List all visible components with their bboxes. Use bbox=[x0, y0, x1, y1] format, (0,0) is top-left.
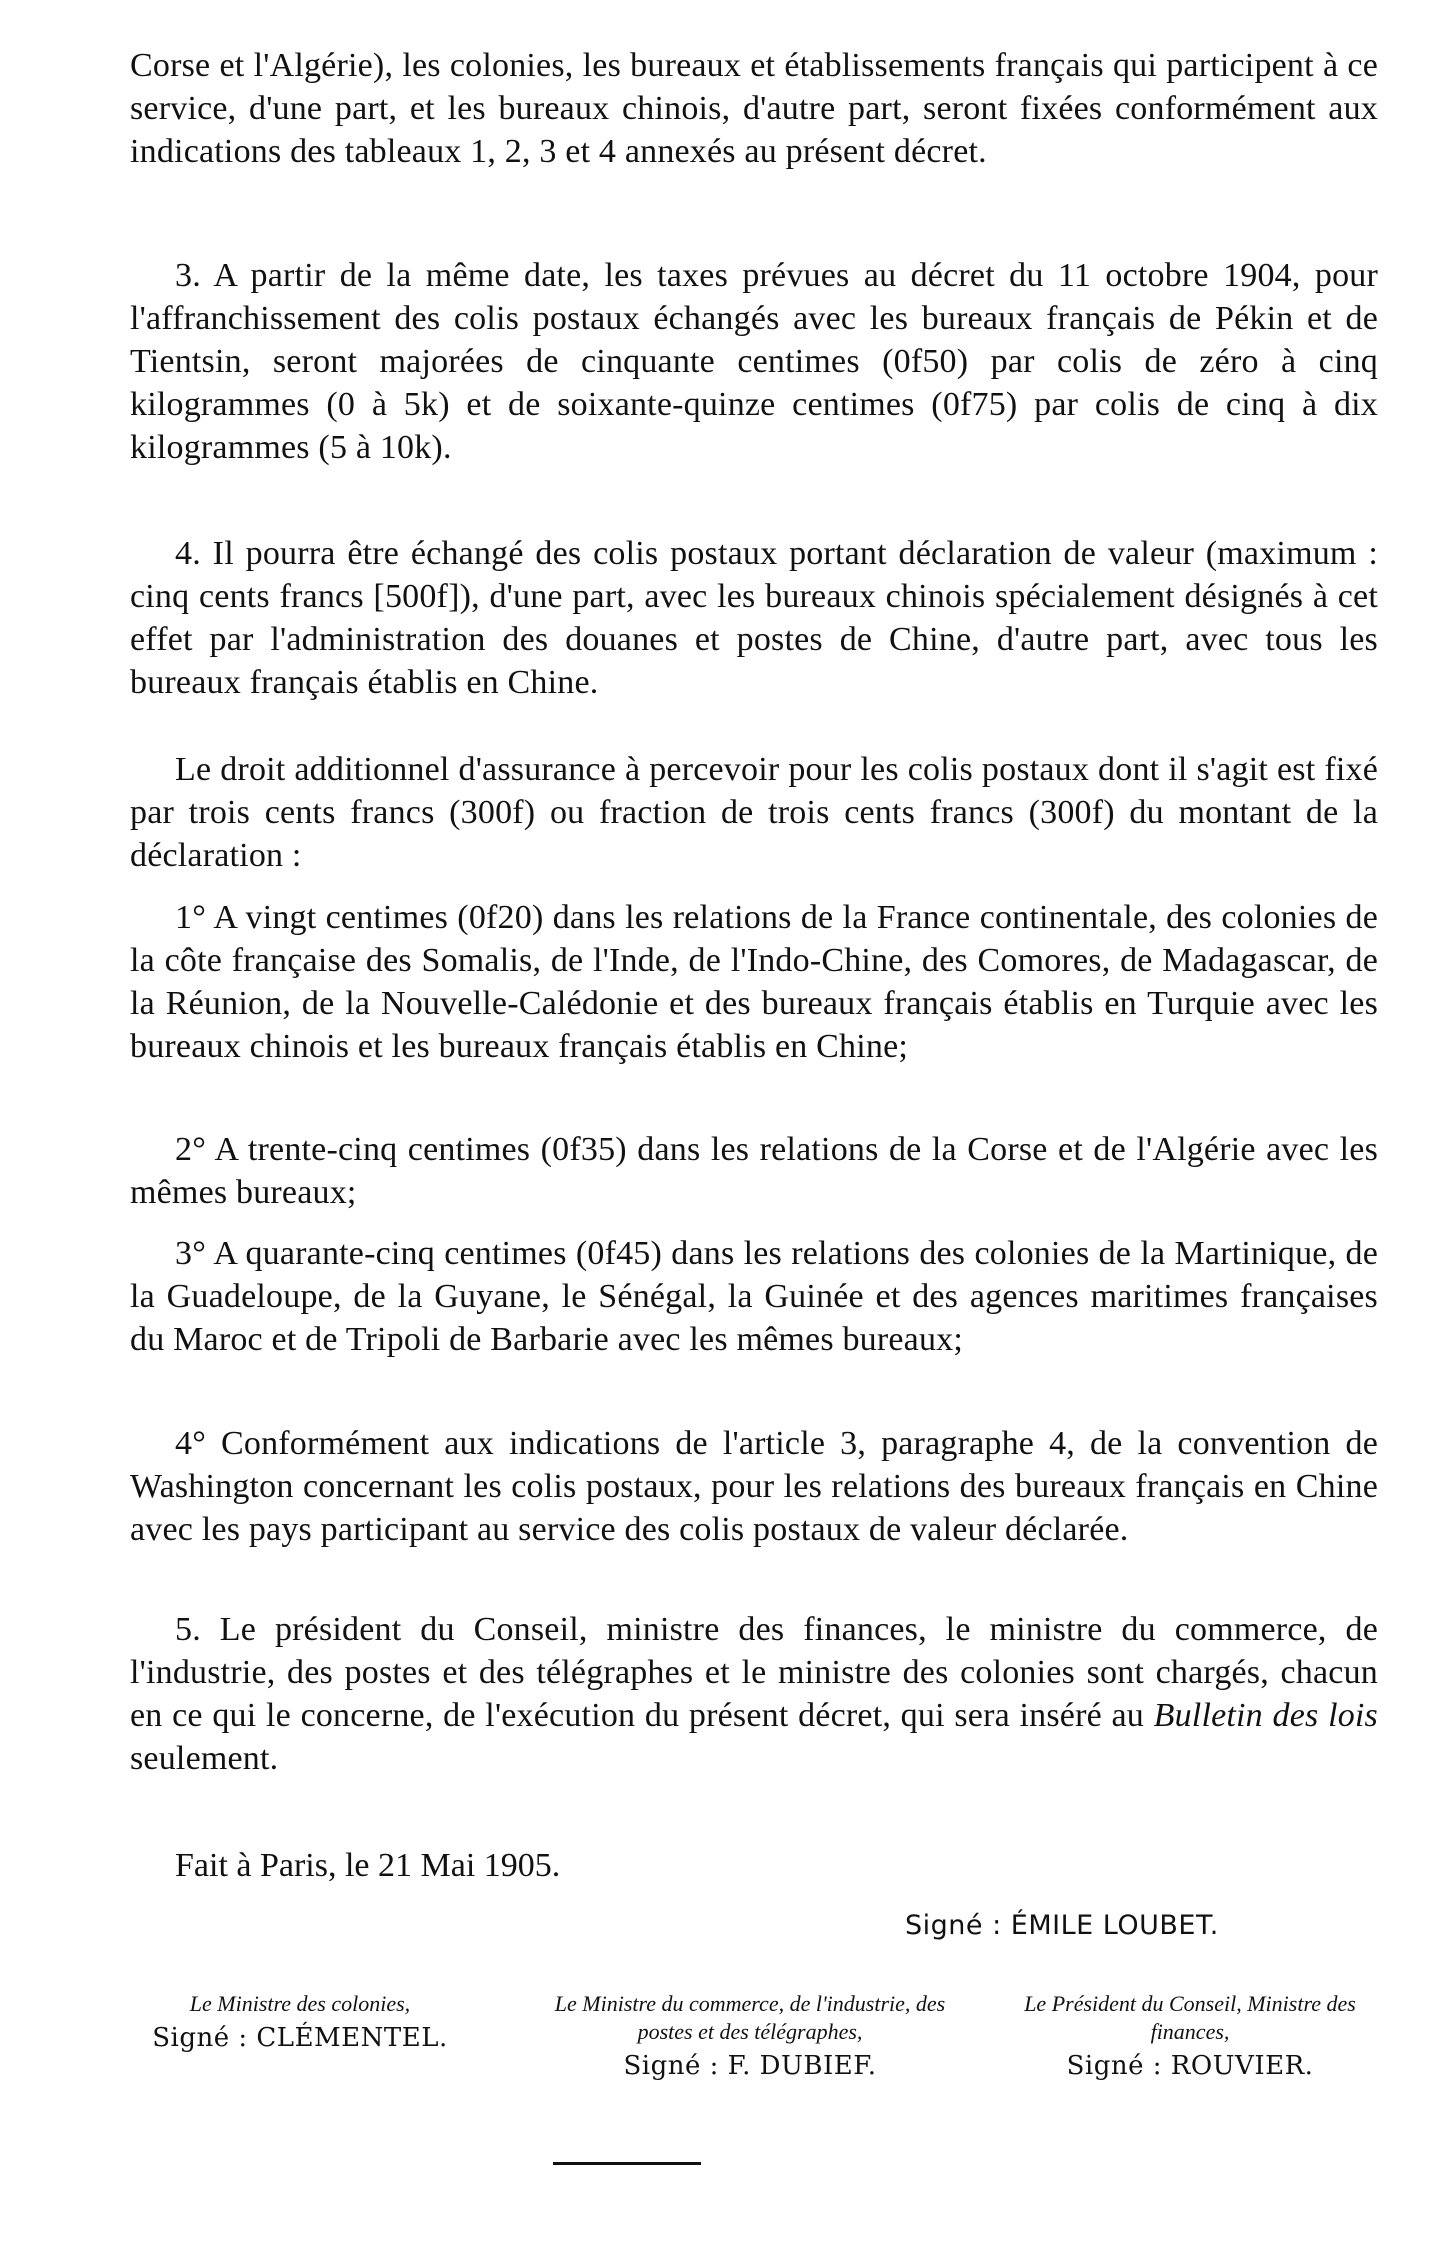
place-date-line: Fait à Paris, le 21 Mai 1905. bbox=[175, 1847, 561, 1884]
intro-paragraph: Corse et l'Algérie), les colonies, les bureaux et établissements français qui participent à ce service, d'une part, et les bureaux chinois, d'autre part, seront fixées conformément aux indications des tableaux 1, 2, 3 et 4 annexés au présent décret. bbox=[130, 47, 1378, 170]
signature-ministre-colonies bbox=[150, 1990, 450, 2052]
signature-role: Le Ministre du commerce, de l'industrie, des postes et des télégraphes, bbox=[554, 1991, 946, 2044]
article-5-text-start: 5. Le président du Conseil, ministre des finances, le ministre du commerce, de l'industrie, des postes et des télégraphes et le ministre des colonies sont chargés, chacun en ce qui le concerne, de l'exécution du présent décret, qui sera inséré au bbox=[130, 1611, 1378, 1734]
assurance-paragraph: Le droit additionnel d'assurance à percevoir pour les colis postaux dont il s'agit est fixé par trois cents francs (300f) ou fraction de trois cents francs (300f) du montant de la déclaration : bbox=[130, 751, 1378, 874]
signature-role: Le Président du Conseil, Ministre des finances, bbox=[1024, 1991, 1356, 2044]
bulletin-des-lois: Bulletin des lois bbox=[1153, 1697, 1378, 1734]
list-item: 2° A trente-cinq centimes (0f35) dans les relations de la Corse et de l'Algérie avec les mêmes bureaux; bbox=[130, 1131, 1378, 1211]
article-3-paragraph: 3. A partir de la même date, les taxes prévues au décret du 11 octobre 1904, pour l'affranchissement des colis postaux échangés avec les bureaux français de Pékin et de Tientsin, seront majorées de cinquante centimes (0f50) par colis de zéro à cinq kilogrammes (0 à 5k) et de soixante-quinze centimes (0f75) par colis de cinq à dix kilogrammes (5 à 10k). bbox=[130, 257, 1378, 466]
signature-president-conseil bbox=[1010, 1990, 1370, 2080]
article-5-text-end: seulement. bbox=[130, 1740, 279, 1777]
signature-role: Le Ministre des colonies, bbox=[189, 1991, 411, 2016]
article-5-paragraph bbox=[130, 1608, 1378, 1780]
signature-name: Signé : CLÉMENTEL. bbox=[152, 2023, 448, 2053]
signature-name: Signé : F. DUBIEF. bbox=[623, 2051, 877, 2081]
list-item: 4° Conformément aux indications de l'article 3, paragraphe 4, de la convention de Washington concernant les colis postaux, pour les relations des bureaux français en Chine avec les pays participant au service des colis postaux de valeur déclarée. bbox=[130, 1425, 1378, 1548]
signature-name: Signé : ROUVIER. bbox=[1066, 2051, 1314, 2081]
article-4-paragraph: 4. Il pourra être échangé des colis postaux portant déclaration de valeur (maximum : cinq cents francs [500f]), d'une part, avec les bureaux chinois spécialement désignés à cet effet par l'administration des douanes et postes de Chine, d'autre part, avec tous les bureaux français établis en Chine. bbox=[130, 535, 1378, 701]
list-item: 3° A quarante-cinq centimes (0f45) dans les relations des colonies de la Martinique, de la Guadeloupe, de la Guyane, le Sénégal, la Guinée et des agences maritimes françaises du Maroc et de Tripoli de Barbarie avec les mêmes bureaux; bbox=[130, 1235, 1378, 1358]
list-item: 1° A vingt centimes (0f20) dans les relations de la France continentale, des colonies de la côte française des Somalis, de l'Inde, de l'Indo-Chine, des Comores, de Madagascar, de la Réunion, de la Nouvelle-Calédonie et des bureaux français établis en Turquie avec les bureaux chinois et les bureaux français établis en Chine; bbox=[130, 899, 1378, 1065]
president-signature: Signé : ÉMILE LOUBET. bbox=[905, 1910, 1219, 1941]
signature-ministre-commerce bbox=[550, 1990, 950, 2080]
closing-divider bbox=[553, 2162, 701, 2165]
